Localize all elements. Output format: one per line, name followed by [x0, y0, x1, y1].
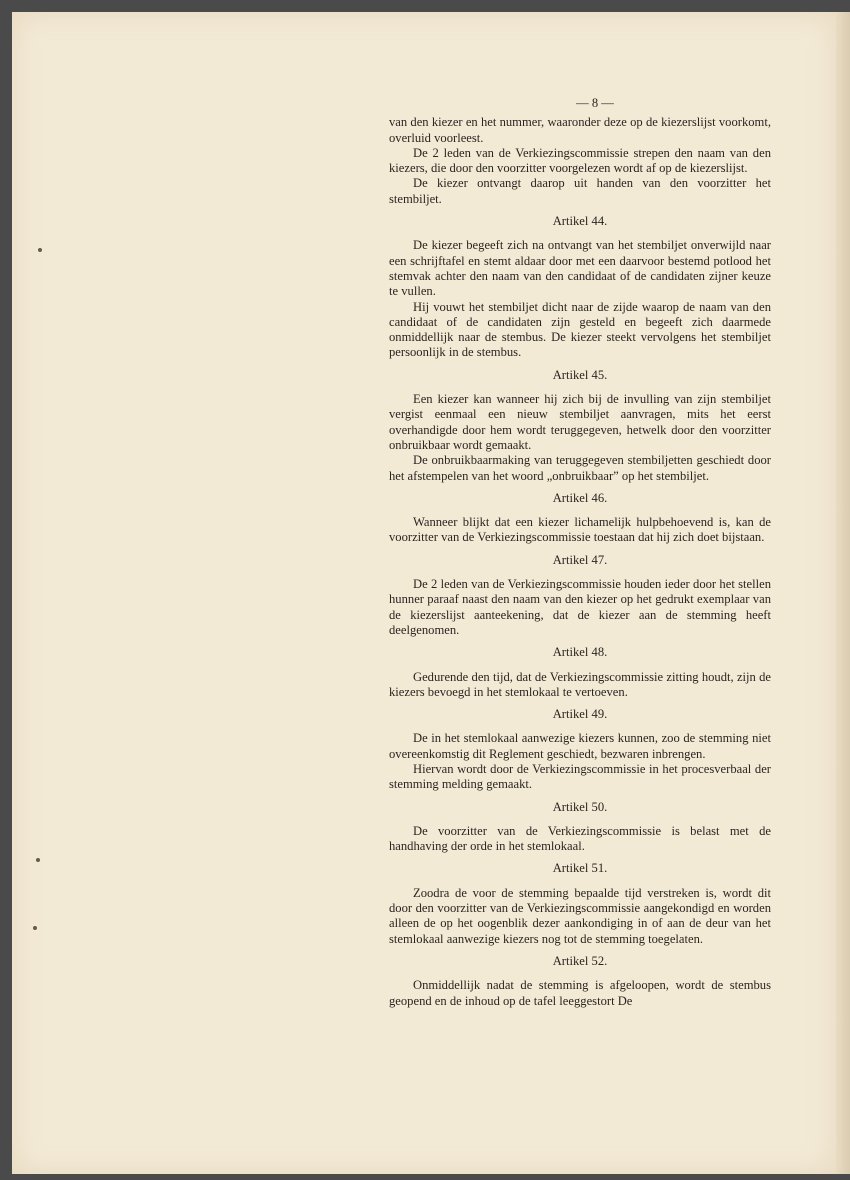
paragraph: Gedurende den tijd, dat de Verkiezingscommissie zitting houdt, zijn de kiezers bevoegd in het stemlokaal te vertoeven. — [389, 669, 771, 699]
paragraph: Hij vouwt het stembiljet dicht naar de zijde waarop de naam van den candidaat of de candidaten zijn gesteld en begeeft zich daarmede onmiddellijk naar de stembus. De kiezer steekt vervolgens het stembiljet persoonlijk in de stembus. — [389, 299, 771, 360]
paragraph: Een kiezer kan wanneer hij zich bij de invulling van zijn stembiljet vergist eenmaal een nieuw stembiljet aanvragen, mits het eerst overhandigde door hem wordt teruggegeven, hetwelk door den voorzitter onbruikbaar wordt gemaakt. — [389, 392, 771, 452]
paragraph: De 2 leden van de Verkiezingscommissie houden ieder door het stellen hunner paraaf naast den naam van den kiezer op het gedrukt exemplaar van de kiezerslijst aanteekening, dat de kiezer aan de stemming heeft deelgenomen. — [389, 577, 771, 637]
article-heading: Artikel 50. — [552, 799, 608, 814]
paragraph: Wanneer blijkt dat een kiezer lichamelijk hulpbehoevend is, kan de voorzitter van de Verkiezingscommissie toestaan dat hij zich doet bijstaan. — [389, 515, 771, 545]
article-heading: Artikel 44. — [552, 214, 608, 229]
paragraph: Onmiddellijk nadat de stemming is afgeloopen, wordt de stembus geopend en de inhoud op de tafel leeggestort De — [389, 978, 771, 1008]
binding-hole — [36, 858, 40, 862]
binding-hole — [38, 248, 42, 252]
paragraph: De in het stemlokaal aanwezige kiezers kunnen, zoo de stemming niet overeenkomstig dit Reglement geschiedt, bezwaren inbrengen. — [389, 731, 771, 761]
paragraph: Hiervan wordt door de Verkiezingscommissie in het procesverbaal der stemming melding gemaakt. — [389, 761, 771, 792]
page-number: — 8 — — [576, 96, 614, 110]
article-heading: Artikel 48. — [552, 645, 608, 660]
paragraph: De onbruikbaarmaking van teruggegeven stembiljetten geschiedt door het afstempelen van het woord „onbruikbaar” op het stembiljet. — [389, 453, 771, 483]
article-heading: Artikel 51. — [552, 861, 608, 876]
article-heading: Artikel 46. — [552, 490, 608, 505]
binding-hole — [33, 926, 37, 930]
paragraph: van den kiezer en het nummer, waaronder deze op de kiezerslijst voorkomt, overluid voorleest. — [389, 115, 771, 145]
paragraph: De kiezer begeeft zich na ontvangt van het stembiljet onverwijld naar een schrijftafel en stemt aldaar door met een daarvoor bestemd potlood het stemvak achter den naam van den candidaat of de candidaten zijner keuze te vullen. — [389, 238, 771, 299]
text-column — [389, 96, 771, 1009]
article-heading: Artikel 47. — [552, 552, 608, 567]
paragraph: De kiezer ontvangt daarop uit handen van den voorzitter het stembiljet. — [389, 176, 771, 206]
article-heading: Artikel 45. — [552, 367, 608, 382]
page-edge — [836, 12, 850, 1174]
article-heading: Artikel 52. — [552, 953, 608, 968]
paragraph: De 2 leden van de Verkiezingscommissie strepen den naam van den kiezers, die door den voorzitter voorgelezen wordt af op de kiezerslijst. — [389, 145, 771, 176]
paragraph: Zoodra de voor de stemming bepaalde tijd verstreken is, wordt dit door den voorzitter van de Verkiezingscommissie aangekondigd en worden alleen de op het oogenblik dezer aankondiging in of aan de deur van het stemlokaal aanwezige kiezers nog tot de stemming toegelaten. — [389, 885, 771, 946]
paragraph: De voorzitter van de Verkiezingscommissie is belast met de handhaving der orde in het stemlokaal. — [389, 823, 771, 854]
article-heading: Artikel 49. — [552, 707, 608, 722]
